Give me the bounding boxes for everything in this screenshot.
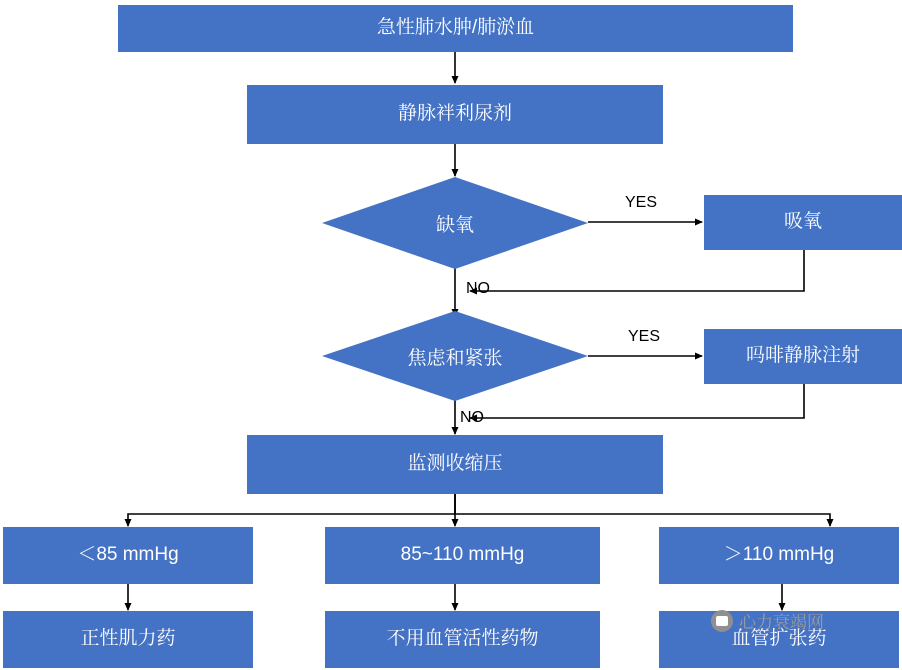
node-oxygen-therapy[interactable] bbox=[704, 195, 902, 250]
node-anxiety-label: 焦虑和紧张 bbox=[407, 347, 503, 369]
node-oxygen-therapy-label: 吸氧 bbox=[783, 211, 822, 233]
edge-label-hypoxia-yes: YES bbox=[625, 194, 658, 211]
wechat-icon bbox=[711, 610, 733, 632]
watermark bbox=[711, 608, 824, 633]
node-bp-high-label: ＞110 mmHg bbox=[723, 544, 835, 566]
node-monitor-sbp[interactable] bbox=[247, 435, 663, 494]
edge-label-hypoxia-no: NO bbox=[466, 280, 490, 297]
node-iv-diuretic[interactable] bbox=[247, 85, 663, 144]
node-start-label: 急性肺水肿/肺淤血 bbox=[376, 17, 535, 39]
node-treatment-none[interactable] bbox=[325, 611, 600, 668]
node-hypoxia-label: 缺氧 bbox=[435, 214, 474, 236]
node-monitor-sbp-label: 监测收缩压 bbox=[407, 453, 503, 475]
node-morphine-iv-label: 吗啡静脉注射 bbox=[745, 345, 860, 367]
node-treatment-none-label: 不用血管活性药物 bbox=[386, 628, 539, 650]
node-hypoxia[interactable] bbox=[322, 177, 588, 269]
node-start[interactable] bbox=[118, 5, 793, 52]
node-treatment-vasodilator-label: 血管扩张药 bbox=[731, 628, 827, 650]
node-treatment-inotrope-label: 正性肌力药 bbox=[80, 628, 176, 650]
edge-label-anxiety-yes: YES bbox=[628, 328, 661, 345]
node-bp-high[interactable] bbox=[659, 527, 899, 584]
node-morphine-iv[interactable] bbox=[704, 329, 902, 384]
edge-label-anxiety-no: NO bbox=[460, 409, 484, 426]
node-bp-low[interactable] bbox=[3, 527, 253, 584]
node-iv-diuretic-label: 静脉袢利尿剂 bbox=[397, 103, 512, 125]
node-anxiety[interactable] bbox=[322, 311, 588, 401]
watermark-label: 心力衰竭网 bbox=[739, 613, 824, 632]
node-treatment-inotrope[interactable] bbox=[3, 611, 253, 668]
node-bp-mid[interactable] bbox=[325, 527, 600, 584]
node-bp-mid-label: 85~110 mmHg bbox=[400, 544, 525, 566]
node-bp-low-label: ＜85 mmHg bbox=[77, 544, 179, 566]
